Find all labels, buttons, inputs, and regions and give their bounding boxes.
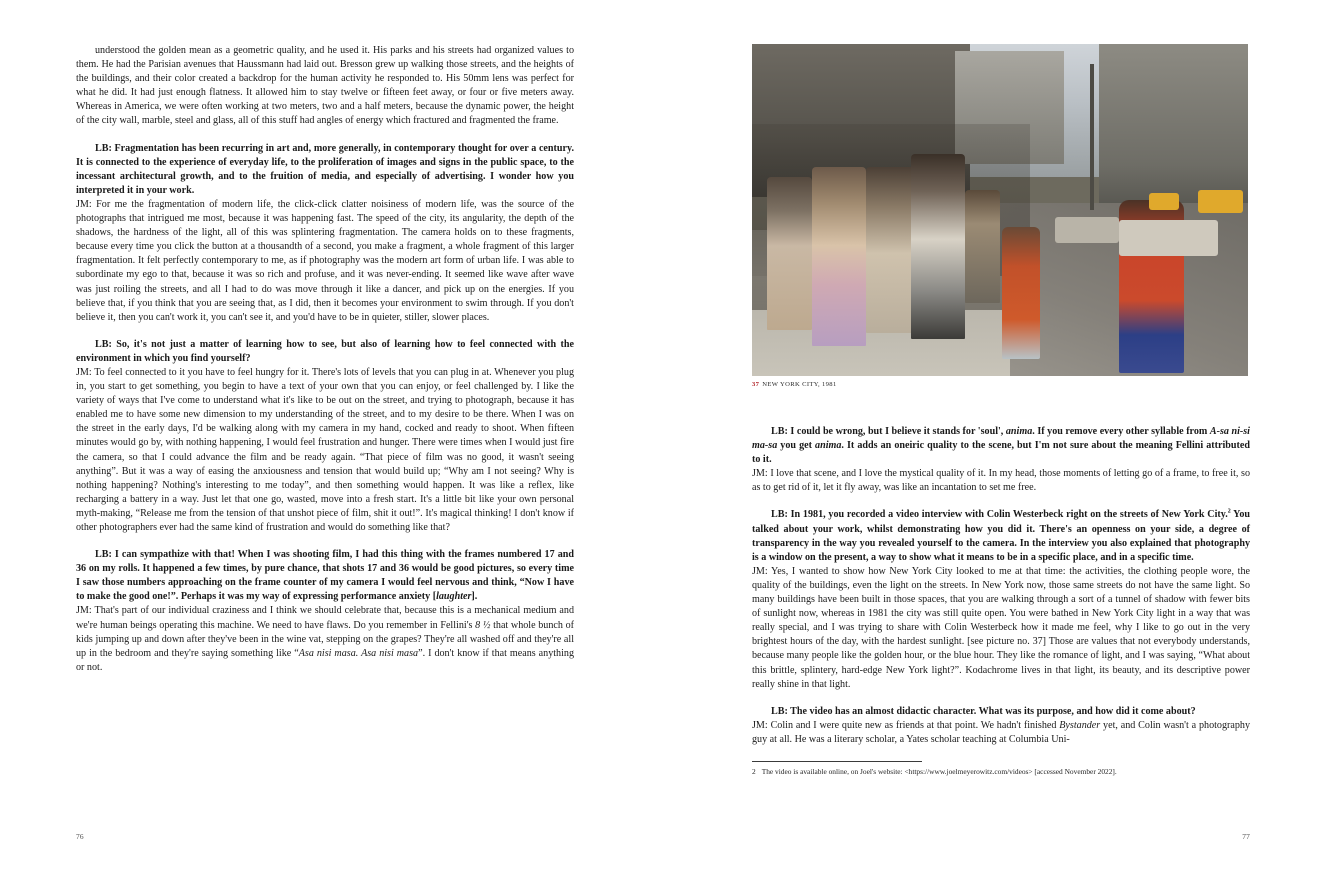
footnote-divider	[752, 761, 922, 762]
speaker-label: JM:	[76, 605, 92, 617]
speaker-label: LB:	[771, 705, 788, 717]
speaker-label: JM:	[752, 719, 768, 731]
photo-taxi	[1149, 193, 1179, 210]
photo-pedestrian	[965, 190, 1000, 303]
question-paragraph	[76, 338, 574, 366]
page-number-right: 77	[1242, 832, 1250, 841]
speaker-label: LB:	[95, 549, 112, 561]
question-text: The video has an almost didactic character. What was its purpose, and how did it come about?	[790, 705, 1196, 717]
photo-pedestrian	[911, 154, 966, 340]
answer-paragraph	[76, 366, 574, 535]
photo-lamp-post	[1090, 64, 1094, 210]
answer-text: I love that scene, and I love the mystical quality of it. In my head, those moments of letting go of a frame, to free it, so as to get rid of it, let it fly away, was like an incantation to set me free.	[752, 468, 1250, 494]
right-page	[664, 0, 1328, 885]
photograph-new-york-city-1981	[752, 44, 1248, 376]
answer-paragraph	[76, 604, 574, 674]
speaker-label: LB:	[771, 426, 788, 437]
figure-number: 37	[752, 381, 760, 388]
figure-caption-text: NEW YORK CITY, 1981	[762, 381, 837, 388]
page-number-left: 76	[76, 832, 84, 841]
right-page-text-column	[752, 425, 1250, 777]
question-paragraph	[752, 425, 1250, 467]
answer-paragraph	[76, 198, 574, 325]
question-paragraph	[752, 705, 1250, 719]
photo-runner-foreground-left	[1002, 227, 1039, 360]
question-paragraph	[752, 508, 1250, 564]
question-text: I could be wrong, but I believe it stands for 'soul', anima. If you remove every other syllable from A-sa ni-si ma-sa you get anima. It adds an oneiric quality to the scene, but I'm not sure about the meaning Fellini attributed to it.	[752, 426, 1250, 466]
answer-paragraph	[752, 719, 1250, 747]
question-text: In 1981, you recorded a video interview with Colin Westerbeck right on the streets of New York City.$^2$ You talked about your work, whilst demonstrating how you did it. There's an openness on your side, a degree of transparency in the way you revealed yourself to the camera. In the interview you also explained that photography is a window on the present, a way to show what it means to be in a specific place, and in a specific time.	[752, 509, 1250, 563]
footnote-number: 2	[752, 766, 756, 776]
speaker-label: JM:	[76, 366, 92, 378]
answer-text: For me the fragmentation of modern life, the click-click clatter noisiness of modern life, was the source of the photographs that intrigued me most, because it was happening fast. The speed of the city, its angularity, the depth of the shadows, the hardness of the light, all of this was splintering fragmentation. The camera holds on to these fragments, because every time you click the button at a thousandth of a second, you make a fragment, a whole fragment of this larger fragmentation. It felt perfectly contemporary to me, as if photography was the modern art form of urban life. I was able to subordinate my ego to that, because it was so rich and profuse, and it was never-ending. It seemed like wave after wave was just roiling the streets, and all I had to do was move through it like a dancer, and pick up on the energies. If you believe that, if you think that you are seeing that, as I did, then it becomes your environment to swim through. If you don't believe it, then you can't work it, you can't see it, and you'd have to be in quieter, stiller, slower places.	[76, 198, 574, 323]
left-page-text-column	[76, 44, 574, 675]
photo-car	[1119, 220, 1218, 257]
figure-block	[752, 44, 1248, 388]
photo-pedestrian	[767, 177, 812, 330]
speaker-label: LB:	[95, 142, 112, 154]
photo-car	[1055, 217, 1119, 244]
answer-paragraph	[752, 467, 1250, 495]
paragraph-continuation: understood the golden mean as a geometric quality, and he used it. His parks and his streets had organized values to them. He had the Parisian avenues that Haussmann had laid out. Bresson grew up walking those streets, and the heights of the buildings, and their color created a backdrop for the human activity he responded to. His 50mm lens was perfect for what he did. It had just enough flatness. It allowed him to stay twelve or fifteen feet away, or four or five meters away. Whereas in America, we were often working at two meters, two and a half meters, because the dynamic power, the height of the city wall, marble, steel and glass, all of this stuff had angles of energy which fractured and fragmented the frame.	[76, 45, 574, 127]
speaker-label: JM:	[76, 198, 92, 210]
speaker-label: LB:	[771, 509, 788, 521]
speaker-label: LB:	[95, 338, 112, 350]
answer-paragraph	[752, 565, 1250, 692]
question-text: So, it's not just a matter of learning how to see, but also of learning how to feel connected with the environment in which you find yourself?	[76, 338, 574, 364]
speaker-label: JM:	[752, 565, 768, 577]
answer-text: Colin and I were quite new as friends at that point. We hadn't finished Bystander yet, and Colin wasn't a photography guy at all. He was a literary scholar, a Yates scholar teaching at Columbia Uni-	[752, 719, 1250, 745]
footnote-text: The video is available online, on Joel's website: <https://www.joelmeyerowitz.com/videos> [accessed November 2022].	[761, 766, 1117, 776]
figure-caption	[752, 381, 1248, 388]
answer-text: Yes, I wanted to show how New York City looked to me at that time: the activities, the clothing people wore, the quality of the buildings, even the light on the streets. In New York now, those same streets do not have the same light. So many buildings have been built in those spaces, that you are walking through a sort of a tunnel of shadow with fewer bits of sunlight now, whereas in 1981 the city was still quite open. You were bathed in New York City light in a way that was really special, and I was trying to share with Colin Westerbeck how it made me feel, why I like to go out in the very brightest hours of the day, with the hardest sunlight. [see picture no. 37] Those are values that not everybody understands, because many people like the golden hour, or the blue hour. They like the romance of light, and I was saying, “What about this brittle, splintery, hard-edge New York light?”. Kodachrome lives in that light, its beauty, and its descriptive power really shine in that light.	[752, 565, 1250, 690]
speaker-label: JM:	[752, 468, 768, 480]
answer-text: That's part of our individual craziness and I think we should celebrate that, because this is a mechanical medium and we're human beings operating this machine. We need to have flaws. Do you remember in Fellini's 8 ½ that whole bunch of kids jumping up and down after they've been in the wine vat, stepping on the grapes? They're all washed off and they're all up in the bedroom and they're saying something like “Asa nisi masa. Asa nisi masa”. I don't know if that means anything or not.	[76, 605, 575, 673]
question-text: I can sympathize with that! When I was shooting film, I had this thing with the frames numbered 17 and 36 on my rolls. It happened a few times, by pure chance, that shots 17 and 36 would be good pictures, so every time I saw those numbers approaching on the frame counter of my camera I would feel nervous and think, “Now I have to make the good one!”. Perhaps it was my way of expressing performance anxiety [laughter].	[76, 549, 574, 603]
question-paragraph	[76, 142, 574, 198]
photo-pedestrian	[866, 167, 916, 333]
question-text: Fragmentation has been recurring in art and, more generally, in contemporary thought for over a century. It is connected to the experience of everyday life, to the proliferation of images and signs in the public space, to the incessant architectural growth, and to the fruition of media, and especially of advertising. I wonder how you interpreted it in your work.	[76, 142, 574, 196]
footnote	[752, 767, 1250, 777]
answer-text: To feel connected to it you have to feel hungry for it. There's lots of levels that you can plug in at. Whenever you plug in, you start to get something, you begin to have a text of your own that you can enjoy, or feel challenged by. I like the variety of ways that I've come to understand what it's like to be out on the street, and trying to photograph, because it has enabled me to have some new dimension to my understanding of the street, and to my desire to be there. When I was on the street in the early days, I'd be walking along with my camera in my hand, cocked and ready to shoot. When fifteen minutes would go by, with nothing happening, I would feel frustration and hunger. There were times when I would just fire the camera, so that I could advance the film and be ready again. “That piece of film was no good, it wasn't seeing anything”. But it was a way of easing the anxiousness and tension that would build up; “Why am I not seeing? Why is nothing happening? Nothing's interesting to me today”, and then something would happen. It was like a reflex, like recharging a battery in a way. Just let that one go, wasted, move into a fresh start. It's a little bit like your own personal myth-making, “Release me from the tension of that unshot piece of film, shit it out!”. It's magical thinking! I don't know if other photographers ever had the same kind of frustration and would do something like that?	[76, 366, 574, 533]
photo-taxi	[1198, 190, 1243, 213]
photo-pedestrian	[812, 167, 867, 346]
question-paragraph	[76, 548, 574, 604]
